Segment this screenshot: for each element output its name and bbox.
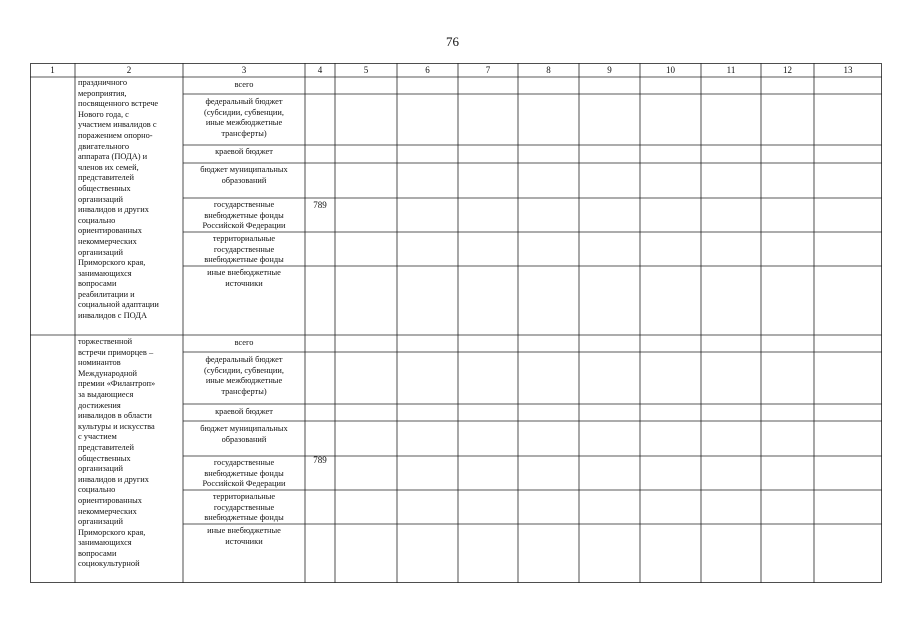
header-col-13: 13 xyxy=(843,65,853,75)
header-col-8: 8 xyxy=(546,65,551,75)
header-col-6: 6 xyxy=(425,65,430,75)
header-col-9: 9 xyxy=(607,65,612,75)
header-col-12: 12 xyxy=(783,65,792,75)
header-col-7: 7 xyxy=(485,65,491,75)
header-col-11: 11 xyxy=(726,65,736,75)
block-1-source-federal: федеральный бюджет (субсидии, субвенции, иные межбюджетные трансферты) xyxy=(204,97,284,138)
block-1-source-municipal: бюджет муниципальных образований xyxy=(200,165,288,185)
block-2-source-federal: федеральный бюджет (субсидии, субвенции, иные межбюджетные трансферты) xyxy=(204,355,284,396)
header-col-4: 4 xyxy=(317,65,323,75)
block-2-source-other: иные внебюджетные источники xyxy=(207,526,281,546)
block-1-source-total: всего xyxy=(234,80,254,89)
header-col-5: 5 xyxy=(363,65,369,75)
block-2-source-total: всего xyxy=(234,338,254,347)
block-1-source-territorial-funds: территориальные государственные внебюджетные фонды xyxy=(204,234,284,265)
block-1-code: 789 xyxy=(313,200,327,210)
block-1-description: праздничного мероприятия, посвященного встрече Нового года, с участием инвалидов с поражением опорно- двигательного аппарата (ПОДА) и членов их семей, представителей общественных организаций инвалидов и других социально ориентированных некоммерческих организаций Приморского края, занимающихся вопросами реабилитации и социальной адаптации инвалидов с ПОДА xyxy=(78,78,159,321)
header-col-10: 10 xyxy=(666,65,675,75)
block-2-source-municipal: бюджет муниципальных образований xyxy=(200,424,288,444)
header-col-1: 1 xyxy=(50,65,55,75)
header-col-2: 2 xyxy=(126,65,132,75)
block-2-source-state-funds: государственные внебюджетные фонды Российской Федерации xyxy=(202,458,286,489)
block-2-description: торжественной встречи приморцев – номинантов Международной премии «Филантроп» за выдающиеся достижения инвалидов в области культуры и искусства с участием представителей общественных организаций инвалидов и других социально ориентированных некоммерческих организаций Приморского края, занимающихся вопросами социокультурной xyxy=(78,337,156,569)
block-1-source-other: иные внебюджетные источники xyxy=(207,268,281,288)
block-2-source-regional: краевой бюджет xyxy=(215,407,273,416)
block-2-source-territorial-funds: территориальные государственные внебюджетные фонды xyxy=(204,492,284,523)
header-col-3: 3 xyxy=(241,65,247,75)
block-1-source-state-funds: государственные внебюджетные фонды Российской Федерации xyxy=(202,200,286,231)
budget-table xyxy=(30,63,882,583)
block-2-code: 789 xyxy=(313,455,327,465)
page-number: 76 xyxy=(446,34,459,49)
block-1-source-regional: краевой бюджет xyxy=(215,147,273,156)
